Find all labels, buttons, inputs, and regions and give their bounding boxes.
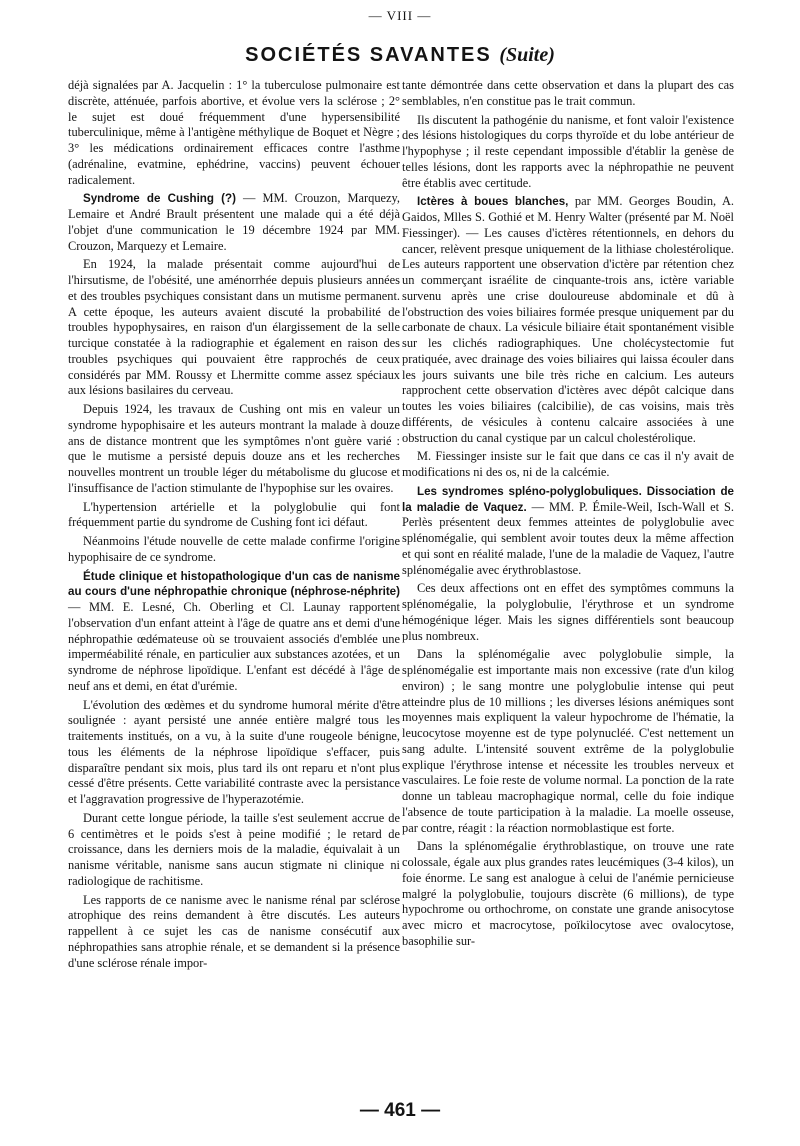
right-column (402, 78, 734, 953)
paragraph: En 1924, la malade présentait comme aujourd'hui de l'hirsutisme, de l'obésité, une aménorrhée depuis plusieurs années et des troubles psychiques consistant dans un mutisme permanent. A cette époque, les auteurs avaient discuté la probabilité de troubles hypophysaires, en raison d'un élargissement de la selle turcique constatée à la radiographie et également en raison des troubles psychiques qui pouvaient être rapprochés de ceux considérés par MM. Roussy et Lhermitte comme assez spéciaux aux lésions basilaires du cerveau. (68, 257, 400, 398)
section-title: Étude clinique et histopathologique d'un cas de nanisme au cours d'une néphropathie chronique (néphrose-néphrite) (68, 569, 400, 599)
paragraph: tante démontrée dans cette observation et dans la plupart des cas semblables, n'en constitue pas le trait commun. (402, 78, 734, 108)
paragraph: Néanmoins l'étude nouvelle de cette malade confirme l'origine hypophisaire de ce syndrome. (68, 534, 400, 564)
paragraph: Ces deux affections ont en effet des symptômes communs la splénomégalie, la polyglobulie, l'érythrose et un syndrome hémogénique léger. Mais les signes différentiels sont beaucoup plus nombreux. (402, 581, 734, 643)
paragraph (402, 484, 734, 579)
paragraph-body: — MM. P. Émile-Weil, Isch-Wall et S. Perlès présentent deux femmes atteintes de polyglobulie avec splénomégalie, qui semblent avoir toutes deux la même affection et qui sont en réalité malade, l'une de la maladie de Vaquez, l'autre splénomégalie avec érythroblastose. (402, 499, 734, 577)
section-title: Ictères à boues blanches, (417, 195, 569, 209)
section-title: Les syndromes spléno-polyglobuliques. Dissociation de la maladie de Vaquez. (402, 484, 734, 514)
paragraph: M. Fiessinger insiste sur le fait que dans ce cas il n'y avait de modifications ni des os, ni de la calcémie. (402, 449, 734, 479)
roman-page-number: — VIII — (368, 8, 432, 23)
paragraph: Dans la splénomégalie érythroblastique, on trouve une rate colossale, égale aux plus grandes rates leucémiques (3-4 kilos), un foie énorme. Le sang est analogue à celui de l'anémie pernicieuse malgré la polyglobulie, toujours discrète (6 millions), de type hypochrome ou orthochrome, on constate une grande anisocytose avec micro et macrocytose, poïkilocytose avec ovalocytose, basophilie sur- (402, 839, 734, 948)
header-suite: (Suite) (499, 44, 555, 66)
paragraph-body: — MM. Crouzon, Marquezy, Lemaire et André Brault présentent une malade qui a été déjà l'objet d'une communication le 19 décembre 1924 par MM. Crouzon, Marquezy et Lemaire. (68, 191, 401, 253)
paragraph (402, 194, 734, 446)
paragraph (68, 569, 400, 695)
paragraph: Depuis 1924, les travaux de Cushing ont mis en valeur un syndrome hypophisaire et les auteurs montrant la malade à douze ans de distance montrent que les symptômes n'ont guère varié : que le mutisme a persisté depuis douze ans et les recherches nouvelles montrent un trouble léger du métabolisme du glucose et l'insuffisance de l'action stimulante de l'hypophise sur les ovaires. (68, 402, 400, 495)
page-header (0, 44, 800, 67)
left-column (68, 78, 400, 974)
page-number: — 461 — (359, 1100, 441, 1121)
paragraph-body: par MM. Georges Boudin, A. Gaidos, Mlles S. Gothié et M. Henry Walter (présenté par M. Noël Fiessinger). — Les causes d'ictères rétentionnels, en dehors du cancer, relèvent presque uniquement de la lithiase cholestérolique. Les auteurs rapportent une observation d'ictère par rétention chez un commerçant israélite de cinquante-trois ans, ictère variable survenu après une crise douloureuse abdominale et dû à l'obstruction des voies biliaires formée presque uniquement par du carbonate de chaux. La vésicule biliaire était spontanément visible sur les clichés radiographiques. Une cholécystectomie fut pratiquée, avec drainage des voies biliaires qui laissa écouler dans les jours suivants une bile très riche en calcium. Les auteurs rapprochent cette observation d'ictères avec dépôt calcique dans toutes les voies biliaires (calcibilie), de cas voisins, mais très différents, de vésicules à contenu calcaire associées à une obstruction du canal cystique par un calcul cholestérolique. (402, 194, 734, 445)
section-title: Syndrome de Cushing (?) (83, 192, 236, 206)
paragraph: L'évolution des œdèmes et du syndrome humoral mérite d'être soulignée : ayant persisté une année entière malgré tous les traitements institués, on a vu, à la suite d'une rougeole bénigne, tous les éléments de la néphrose lipoïdique s'effacer, puis disparaître pendant six mois, plus tard ils ont reparu et n'ont plus cessé d'être présents. Cette variabilité contraste avec la persistance et l'aggravation progressive de l'hyperazotémie. (68, 697, 400, 806)
paragraph: Durant cette longue période, la taille s'est seulement accrue de 6 centimètres et le poids s'est à peine modifié ; le retard de croissance, dans les derniers mois de la maladie, équivalait à un nanisme véritable, nanisme sans aucun stigmate ni clinique ni radiologique de rachitisme. (68, 810, 400, 888)
paragraph-body: — MM. E. Lesné, Ch. Oberling et Cl. Launay rapportent l'observation d'un enfant atteint à l'âge de quatre ans et demi d'une néphropathie œdémateuse où se trouvaient associés d'emblée une imperméabilité rénale, en particulier aux substances azotées, et un syndrome de néphrose lipoïdique. L'enfant est décédé à l'âge de neuf ans et demi, en état d'urémie. (68, 600, 400, 693)
paragraph: Les rapports de ce nanisme avec le nanisme rénal par sclérose atrophique des reins demandent à être discutés. Les auteurs rappellent à ce sujet les cas de nanisme consécutif aux néphropathies sans atrophie rénale, et se demandent si la présence d'une sclérose rénale impor- (68, 892, 400, 970)
header-title: SOCIÉTÉS SAVANTES (245, 44, 492, 66)
paragraph: Ils discutent la pathogénie du nanisme, et font valoir l'existence des lésions histologiques du corps thyroïde et du lobe antérieur de l'hypophyse ; il reste cependant impossible d'établir la genèse de telles lésions, dont les rapports avec la néphropathie ne peuvent être établis avec certitude. (402, 112, 734, 190)
paragraph (68, 191, 400, 254)
paragraph: L'hypertension artérielle et la polyglobulie qui font fréquemment partie du syndrome de Cushing font ici défaut. (68, 499, 400, 530)
paragraph: Dans la splénomégalie avec polyglobulie simple, la splénomégalie est importante mais non excessive (rate d'un kilog environ) ; le sang montre une polyglobulie intense qui peut atteindre plus de 10 millions ; les diverses lésions anémiques sont moyennes mais expliquent la valeur hypochrome de l'hématie, la leucocytose moyenne est de type polynucléé. C'est nettement un sang adulte. L'intensité souvent extrême de la polyglobulie explique l'érythrose intense et nécessite les troubles nerveux et vasculaires. Le foie reste de volume normal. La ponction de la rate donne un tableau macrophagique normal, celle du foie indique l'absence de toute participation à la maladie. La moelle osseuse, par contre, réagit : la réaction normoblastique est forte. (402, 647, 734, 835)
paragraph: déjà signalées par A. Jacquelin : 1° la tuberculose pulmonaire est discrète, atténuée, parfois abortive, et évolue vers la sclérose ; 2° le sujet est doué fréquemment d'une hypersensibilité tuberculinique, même à l'antigène méthylique de Boquet et Nègre ; 3° les médications ordinairement efficaces contre l'asthme (adrénaline, evatmine, ephédrine, vaccins) peuvent échouer radicalement. (68, 78, 400, 187)
